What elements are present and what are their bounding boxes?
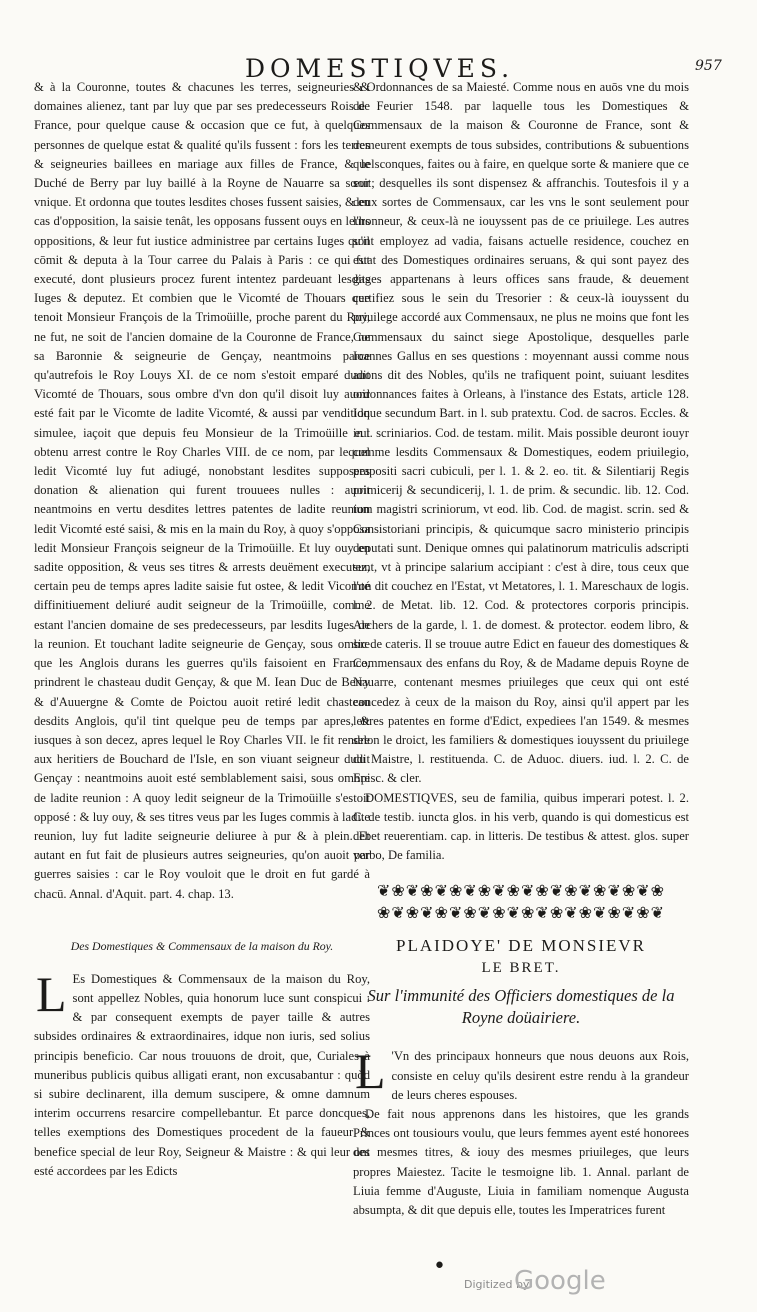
plaidoye-author: LE BRET. (481, 960, 561, 977)
plaidoye-title: PLAIDOYE' DE MONSIEVR (395, 936, 646, 956)
right-paragraph-4: De fait nous apprenons dans les histoires, que les grands Princes ont tousiours voulu, que leurs femmes ayent esté honorees des mesmes titres, & iouy des mesmes priuileges, que leurs propres Maiestez. Tacite le tesmoigne lib. 1. Annal. parlant de Liuia femme d'Auguste, Liuia in familiam nomenque Augusta absumpta, & dit que depuis elle, toutes les Imperatrices furent (353, 1106, 689, 1217)
google-watermark (464, 1266, 614, 1302)
drop-cap-right: L (355, 1043, 386, 1100)
right-paragraph-1: & Ordonnances de sa Maiesté. Comme nous en auōs vne du mois de Feurier 1548. par laquelle tous les Domestiques & Commensaux de la maison & Couronne de France, sont & demeurent exempts de tous subsides, contributions & subuentions quelsconques, faites ou à faire, en quelque sorte & maniere que ce soit; desquelles ils sont dispensez & affranchis. Toutesfois il y a deux sortes de Commensaux, car les vns le sont seulement pour l'honneur, & ceux-là ne iouyssent pas de ce priuilege. Les autres sont employez ad vadia, faisans actuelle residence, couchez en estat des Domestiques ordinaires seruans, & qui sont payez des gages appartenans à leurs offices sans fraude, & deuement certifiez sous le sein du Tresorier : & ceux-là iouyssent du priuilege accordé aux Commensaux, ne plus ne moins que font les Commensaux du sainct siege Apostolique, desquelles parle Ioannes Gallus en ses questions : moyennant aussi comme nous auons dit des Nobles, qu'ils ne trafiquent point, suiuant lesdites ordonnances faites à Orleans, à l'instance des Estats, article 128. Idque secundum Bart. in l. sub pratextu. Cod. de sacros. Eccles. & in l. scriniarios. Cod. de testam. milit. Mais possible deuront iouyr comme lesdits Commensaux & Domestiques, eodem priuilegio, prapositi sacri cubiculi, per l. 1. & 2. eo. tit. & Silentiarij Regis primicerij & secundicerij, l. 1. de prim. & secundic. lib. 12. Cod. tum magistri scriniorum, vt eod. lib. Cod. de magist. scrin. sed & Consistoriani principis, & quicumque sacro ministerio principis deputati sunt. Denique omnes qui palatinorum matriculis adscripti sunt, vt à principe salarium accipiant : c'est à dire, tous ceux que l'on dit couchez en l'Estat, vt Metatores, l. 1. Mareschaux de logis. l. 2. de Metat. lib. 12. Cod. & protectores corporis principis. Archers de la garde, l. 1. de domest. & protector. eodem libro, & sic de cateris. Il se trouue autre Edict en faueur des domestiques & Commensaux des enfans du Roy, & de Madame depuis Royne de Nauarre, contenant mesmes priuileges que ceux qui ont esté concedez à ceux de la maison du Roy, ainsi qu'il appert par les lettres patentes en forme d'Edict, expediees l'an 1549. & mesmes selon le droict, les familiers & domestiques iouyssent du priuilege du Maistre, l. restituenda. C. de Aduoc. diuers. iud. l. 2. C. de Episc. & cler. (353, 80, 689, 786)
ornament-band (353, 881, 689, 927)
left-paragraph-1: & à la Couronne, toutes & chacunes les terres, seigneuries & domaines alienez, tant par luy que par ses predecesseurs Rois de France, pour quelque cause & occasion que ce fut, à quelques personnes de quelque estat & qualité qu'ils fussent : fors les terres & seigneuries baillees en mariage aux filles de France, & le Duché de Berry par luy baillé à la Royne de Nauarre sa sœur vnique. Et ordonna que toutes lesdites choses fussent saisies, & en cas d'opposition, la saisie tenât, les opposans fussent ouys en leurs oppositions, & leur fut iustice administree par certains Iuges qu'il cōmit & deputa à la Tour carree du Palais à Paris : ce qui fut executé, dont plusieurs procez furent intentez pardeuant lesdits Iuges & deputez. Et combien que le Vicomté de Thouars que tenoit Monsieur François de la Trimoüille, proche parent du Roy, ne fut, ne soit de l'ancien domaine de la Couronne de France, ne sa Baronnie & seigneurie de Gençay, neantmoins parce qu'autrefois le Roy Louys XI. de ce nom s'estoit emparé dudit Vicomté de Thouars, sous ombre d'vn don qu'il disoit luy auoir esté fait par le Vicomte de ladite Vicomté, & aussi par vendition simulee, iaçoit que depuis feu Monsieur de la Trimoüille eut obtenu arrest contre le Roy Charles VIII. de ce nom, par lequel ledit Vicomté luy fut adiugé, nonobstant lesdites supposees donation & alienation qui furent trouuees nulles : auoit neantmoins en vertu desdites lettres patentes de ladite reunion ledit Vicomté esté saisi, & mis en la main du Roy, à quoy s'opposa ledit Monsieur François seigneur de la Trimoüille. Et luy ouy en sadite opposition, & veus ses titres & arrests deuëment executez, certain peu de temps apres ladite saisie fut ostee, & ledit Vicomté diffinitiuement deliuré audit seigneur de la Trimoüille, comme estant l'ancien domaine de ses predecesseurs, par lesdits Iuges de la reunion. Et touchant ladite seigneurie de Gençay, sous ombre que les Anglois durans les guerres qu'ils faisoient en France, prindrent le chasteau dudit Gençay, & que M. Iean Duc de Berry & d'Auuergne & Comte de Poictou auoit retiré ledit chasteau desdits Anglois, qu'il tint quelque peu de temps par apres, & iusques à son decez, apres lequel le Roy Charles VII. le fit rendre aux heritiers de Bouchard de l'Isle, en son viuant seigneur dudit Gençay : neantmoins auoit esté semblablement saisi, sous ombre de ladite reunion : A quoy ledit seigneur de la Trimoüille s'estoit opposé : & luy ouy, & ses titres veus par les Iuges commis à ladite reunion, luy fut ladite seigneurie deliuree à pur & à plein. Et autant en fut fait de plusieurs autres seigneuries, qu'on auoit par guerres saisies : car le Roy vouloit que le droit en fut gardé à chacū. Annal. d'Aquit. part. 4. chap. 13. (34, 80, 370, 901)
ornament-row-2: ❀❦❀❦❀❦❀❦❀❦❀❦❀❦❀❦❀❦❀❦ (376, 905, 666, 923)
right-paragraph-domestiques-entry: DOMESTIQVES, seu de familia, quibus imperari potest. l. 2. C. de testib. iuncta glos. in his verb, quando is qui domesticus est debet reuerentiam. cap. in litteris. De testibus & attest. glos. super verbo, De familia. (353, 790, 689, 863)
page-number: 957 (695, 58, 722, 74)
digitized-by-label: Digitized by (464, 1278, 530, 1291)
catchword-mark: • (433, 1254, 446, 1279)
left-paragraph-2-wrap (34, 965, 370, 1181)
right-column (353, 78, 689, 1228)
drop-cap-left: L (36, 965, 67, 1022)
right-paragraph-3-wrap (353, 1043, 689, 1105)
right-paragraph-3: 'Vn des principaux honneurs que nous deuons aux Rois, consiste en celuy qu'ils desirent estre rendu à la grandeur de leurs cheres espouses. (391, 1049, 689, 1102)
left-paragraph-2: Es Domestiques & Commensaux de la maison du Roy, sont appellez Nobles, quia honorum luce sunt conspicui : & par consequent exempts de payer taille & autres subsides ordinaires & extraordinaires, idque non iuris, sed solius principis beneficio. Car nous trouuons de droit, que, Curiales à muneribus publicis quibus alligati erant, non excusabantur : quòd si subire declinarent, illa demum suscipere, & omne damnum interim occurrens resarcire compellebantur. Et parce doncques, telles exemptions des Domestiques procedent de la faueur & benefice special de leur Roy, Seigneur & Maistre : & qui leur ont esté accordees par les Edicts (34, 971, 370, 1178)
running-head: DOMESTIQVES. (245, 54, 515, 83)
section-heading-domestiques: Des Domestiques & Commensaux de la maison du Roy. (70, 938, 334, 953)
google-logo: Google (514, 1266, 606, 1296)
left-column (34, 78, 370, 1228)
plaidoye-subject: Sur l'immunité des Officiers domestiques de la Royne doüairiere. (367, 986, 675, 1028)
ornament-row-1: ❦❀❦❀❦❀❦❀❦❀❦❀❦❀❦❀❦❀❦❀ (376, 883, 666, 901)
